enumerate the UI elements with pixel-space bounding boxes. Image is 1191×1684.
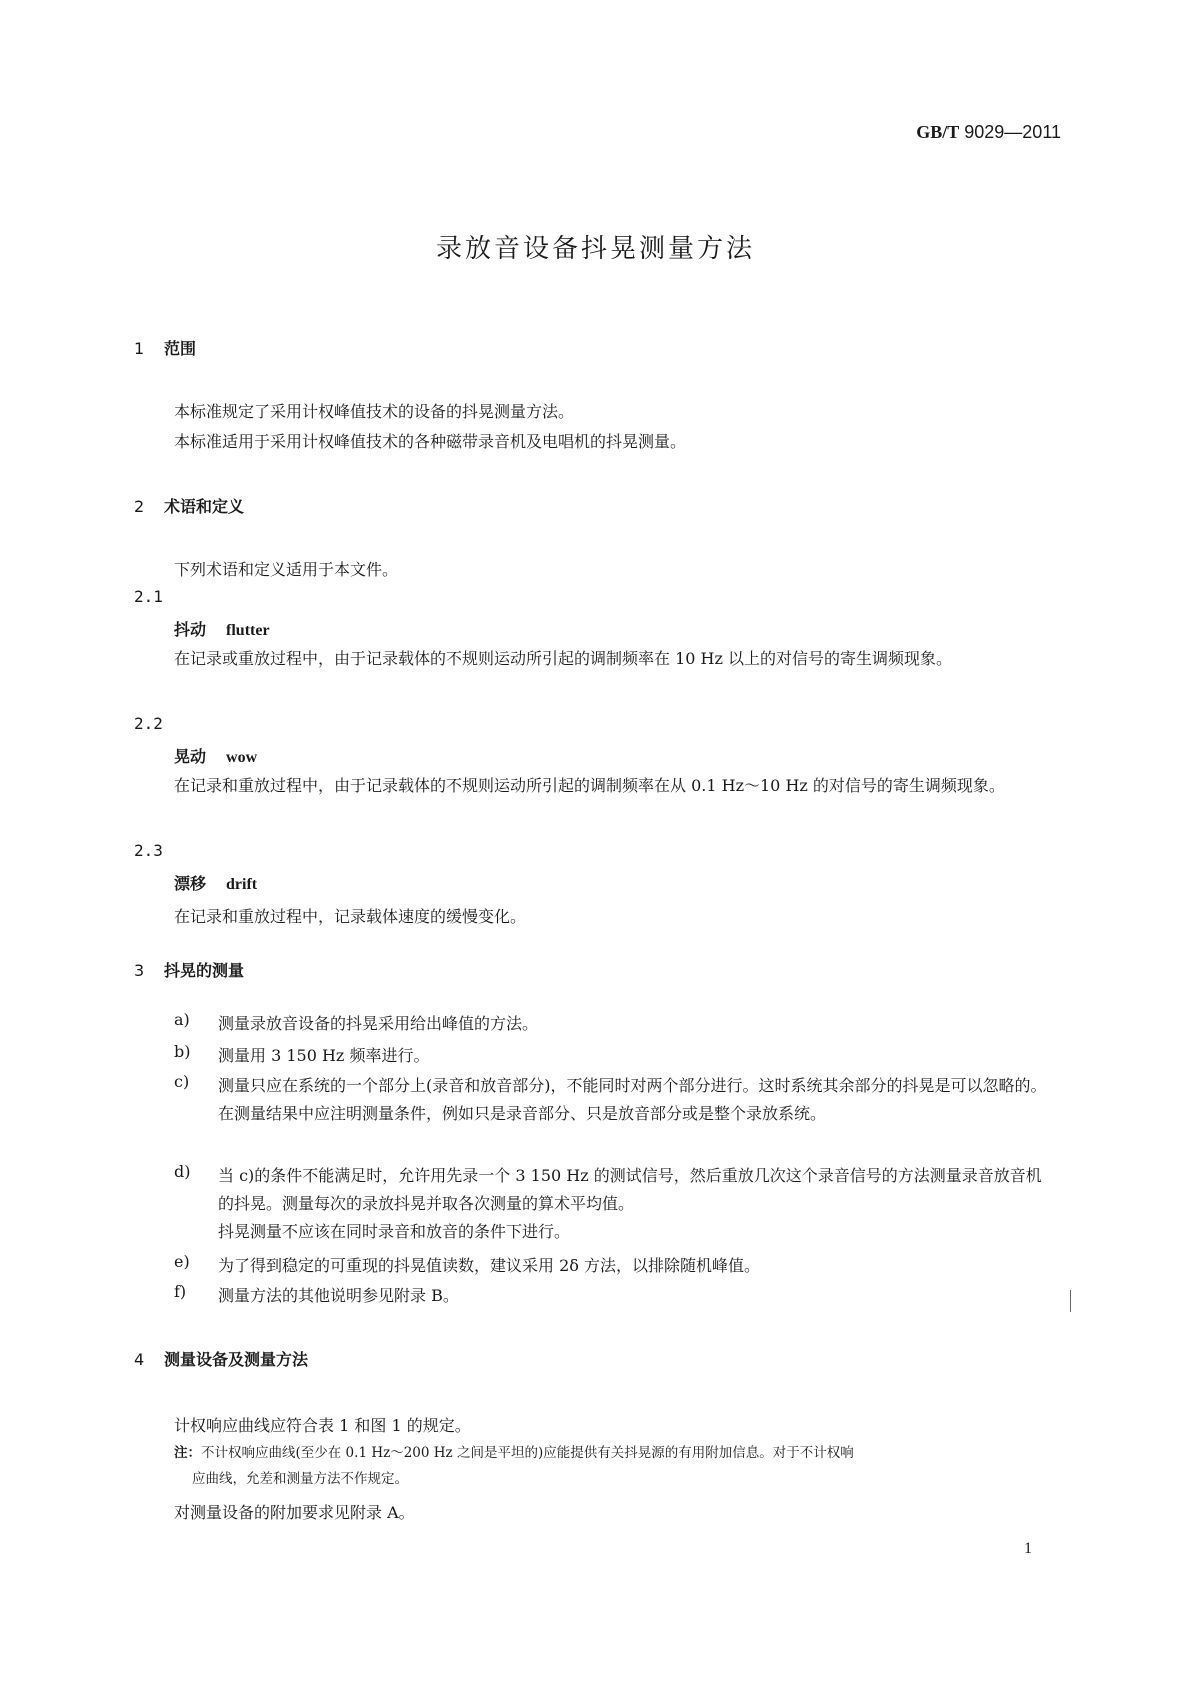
note [174, 1440, 1054, 1492]
clause-number: 2.3 [134, 841, 163, 860]
section-number: 4 [134, 1350, 145, 1369]
list-text: 测量方法的其他说明参见附录 B。 [218, 1286, 459, 1305]
term-zh: 漂移 [174, 874, 207, 893]
section-title: 测量设备及测量方法 [164, 1350, 309, 1369]
list-text: 测量只应在系统的一个部分上(录音和放音部分)，不能同时对两个部分进行。这时系统其余部分的抖晃是可以忽略的。 [218, 1076, 1047, 1095]
section-3-heading [134, 958, 244, 981]
list-item-f [174, 1282, 1054, 1310]
term-definition: 在记录和重放过程中，由于记录载体的不规则运动所引起的调制频率在从 0.1 Hz～10 Hz 的对信号的寄生调频现象。 [174, 776, 1005, 795]
section-number: 3 [134, 961, 145, 980]
term-zh: 抖动 [174, 620, 207, 639]
term-definition: 在记录和重放过程中，记录载体速度的缓慢变化。 [174, 907, 527, 926]
paragraph: 本标准适用于采用计权峰值技术的各种磁带录音机及电唱机的抖晃测量。 [174, 432, 687, 451]
change-bar [1070, 1290, 1071, 1312]
list-marker: b) [174, 1042, 191, 1061]
term-definition: 在记录或重放过程中，由于记录载体的不规则运动所引起的调制频率在 10 Hz 以上的对信号的寄生调频现象。 [174, 649, 953, 668]
list-marker: e) [174, 1252, 190, 1271]
section-1-heading [134, 336, 196, 359]
list-extra: 抖晃测量不应该在同时录音和放音的条件下进行。 [218, 1222, 571, 1241]
section-title: 范围 [164, 339, 197, 358]
standard-code [916, 122, 1061, 143]
list-marker: c) [174, 1072, 190, 1091]
clause-number: 2.2 [134, 714, 163, 733]
list-text: 当 c)的条件不能满足时，允许用先录一个 3 150 Hz 的测试信号，然后重放几次这个录音信号的方法测量录音放音机的抖晃。测量每次的录放抖晃并取各次测量的算术平均值。 [218, 1166, 1042, 1213]
list-item-c [174, 1072, 1054, 1128]
section-number: 1 [134, 339, 145, 358]
standard-prefix: GB/T [916, 122, 960, 142]
list-text: 测量用 3 150 Hz 频率进行。 [218, 1046, 430, 1065]
term-zh: 晃动 [174, 747, 207, 766]
list-text: 测量录放音设备的抖晃采用给出峰值的方法。 [218, 1014, 539, 1033]
section-number: 2 [134, 497, 145, 516]
clause-number: 2.1 [134, 587, 163, 606]
term-heading [174, 871, 257, 894]
list-marker: d) [174, 1162, 191, 1181]
note-text: 不计权响应曲线(至少在 0.1 Hz～200 Hz 之间是平坦的)应能提供有关抖晃源的有用附加信息。对于不计权响 [201, 1445, 854, 1461]
list-item-d [174, 1162, 1054, 1246]
term-heading [174, 744, 257, 767]
paragraph: 下列术语和定义适用于本文件。 [174, 560, 399, 579]
standard-number: 9029—2011 [964, 122, 1061, 142]
term-en: drift [226, 876, 258, 893]
list-text: 为了得到稳定的可重现的抖晃值读数，建议采用 2δ 方法，以排除随机峰值。 [218, 1256, 760, 1275]
page-number: 1 [1024, 1540, 1032, 1557]
note-label: 注： [174, 1445, 201, 1461]
note-text-continued: 应曲线，允差和测量方法不作规定。 [192, 1471, 408, 1487]
term-en: wow [226, 749, 258, 766]
paragraph: 计权响应曲线应符合表 1 和图 1 的规定。 [174, 1416, 471, 1435]
term-en: flutter [226, 622, 270, 639]
paragraph: 本标准规定了采用计权峰值技术的设备的抖晃测量方法。 [174, 402, 575, 421]
section-2-heading [134, 494, 244, 517]
list-extra: 在测量结果中应注明测量条件，例如只是录音部分、只是放音部分或是整个录放系统。 [218, 1104, 827, 1123]
document-title: 录放音设备抖晃测量方法 [435, 234, 755, 264]
section-4-heading [134, 1347, 308, 1370]
section-title: 抖晃的测量 [164, 961, 245, 980]
paragraph: 对测量设备的附加要求见附录 A。 [174, 1503, 415, 1522]
list-marker: f) [174, 1282, 187, 1301]
list-item-b [174, 1042, 1054, 1070]
list-item-a [174, 1010, 1054, 1038]
term-heading [174, 617, 270, 640]
list-marker: a) [174, 1010, 190, 1029]
list-item-e [174, 1252, 1054, 1280]
section-title: 术语和定义 [164, 497, 245, 516]
